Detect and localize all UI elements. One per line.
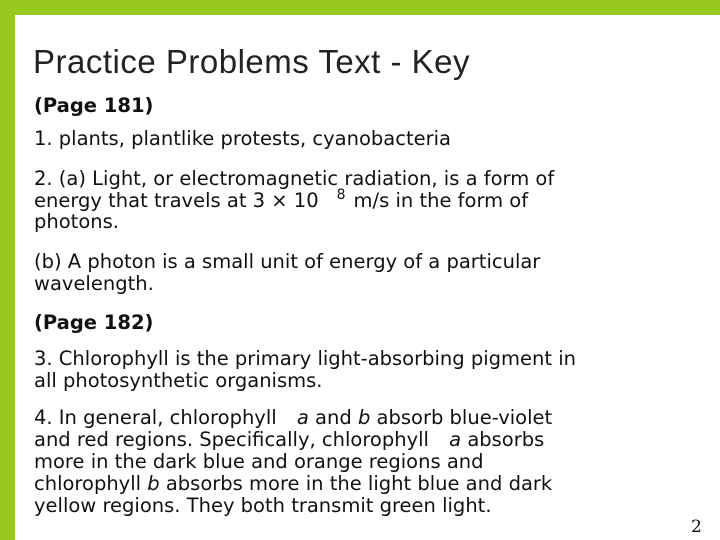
chlorophyll-b-label: b [357,406,371,429]
page-number: 2 [691,517,702,537]
answer-4-and: and [315,406,352,429]
answer-4-text: and red regions. Specifically, chlorophyll [34,428,429,451]
answer-2a-units: m/s in the form of [353,189,529,212]
slide [15,15,720,540]
answer-3-line-1: 3. Chlorophyll is the primary light-absorbing pigment in [34,347,577,370]
answer-3-line-2: all photosynthetic organisms. [34,369,323,392]
chlorophyll-b-label: b [147,472,160,495]
exponent: 8 [336,187,346,203]
slide-title: Practice Problems Text - Key [33,43,471,80]
answer-4-line-4 [34,473,552,494]
chlorophyll-a-label: a [296,406,309,429]
answer-2b-line-2: wavelength. [34,272,154,295]
answer-4-line-1 [34,407,552,428]
answer-2a-line-3: photons. [34,210,119,233]
answer-1: 1. plants, plantlike protests, cyanobacteria [34,127,451,150]
chlorophyll-a-label: a [449,428,462,451]
page-181-heading: (Page 181) [34,94,154,117]
page-182-heading: (Page 182) [34,311,154,334]
answer-4-line-5: yellow regions. They both transmit green light. [34,494,492,517]
answer-4-text-end: absorbs more in the light blue and dark [165,472,553,495]
answer-4-text: 4. In general, chlorophyll [34,406,277,429]
answer-2a-line-1: 2. (a) Light, or electromagnetic radiation, is a form of [34,167,555,190]
answer-4-text-end: absorbs [467,428,545,451]
answer-4-text: chlorophyll [34,472,142,495]
answer-2b-line-1: (b) A photon is a small unit of energy of a particular [34,250,541,273]
answer-2a-text: energy that travels at 3 × 10 [34,189,319,212]
answer-4-line-2 [34,429,544,450]
answer-4-text-end: absorb blue-violet [376,406,553,429]
answer-4-line-3: more in the dark blue and orange regions and [34,450,484,473]
